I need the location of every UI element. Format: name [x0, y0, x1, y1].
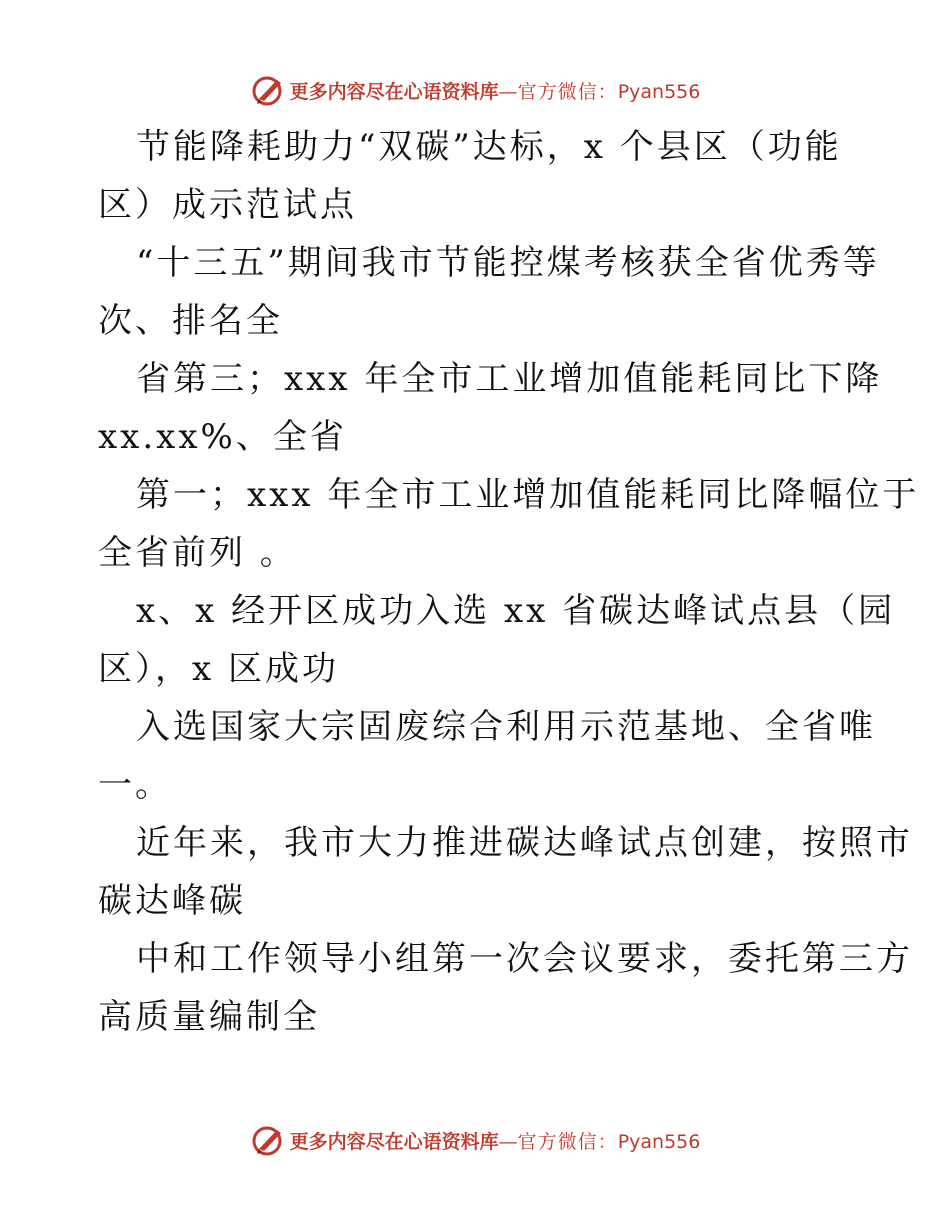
banner-wechat-id: Pyan556 [617, 1130, 701, 1153]
text-line: 节能降耗助力“双碳”达标，x 个县区（功能 [136, 127, 842, 167]
banner-wechat-label: 官方微信： [517, 1130, 618, 1153]
text-line: 碳达峰碳 [98, 881, 246, 921]
banner-main-text: 更多内容尽在心语资料库 [289, 80, 499, 103]
text-line: 入选国家大宗固废综合利用示范基地、全省唯 [136, 707, 876, 747]
text-line: 区），x 区成功 [98, 649, 339, 689]
footer-banner [0, 1120, 950, 1160]
text-line: “十三五”期间我市节能控煤考核获全省优秀等 [136, 243, 880, 283]
text-line: 中和工作领导小组第一次会议要求，委托第三方 [136, 939, 913, 979]
text-line: 区）成示范试点 [98, 185, 357, 225]
document-body [98, 118, 920, 1046]
banner-text [290, 1127, 701, 1154]
banner-dash: — [498, 1130, 518, 1153]
text-line: 近年来，我市大力推进碳达峰试点创建，按照市 [136, 823, 913, 863]
text-line: xx.xx%、全省 [98, 417, 347, 457]
text-line: 次、排名全 [98, 301, 283, 341]
banner-dash: — [498, 80, 518, 103]
text-line: 高质量编制全 [98, 997, 320, 1037]
text-line: 省第三；xxx 年全市工业增加值能耗同比下降 [136, 359, 883, 399]
banner-wechat-label: 官方微信： [517, 80, 618, 103]
text-line: 第一；xxx 年全市工业增加值能耗同比降幅位于 [136, 475, 920, 515]
pen-logo-icon [250, 72, 286, 108]
text-line: x、x 经开区成功入选 xx 省碳达峰试点县（园 [136, 591, 896, 631]
text-line: 一。 [98, 765, 172, 805]
text-line: 全省前列 。 [98, 533, 297, 573]
banner-main-text: 更多内容尽在心语资料库 [289, 1130, 499, 1153]
pen-logo-icon [250, 1122, 286, 1158]
banner-text [290, 77, 701, 104]
banner-wechat-id: Pyan556 [617, 80, 701, 103]
header-banner [0, 70, 950, 110]
